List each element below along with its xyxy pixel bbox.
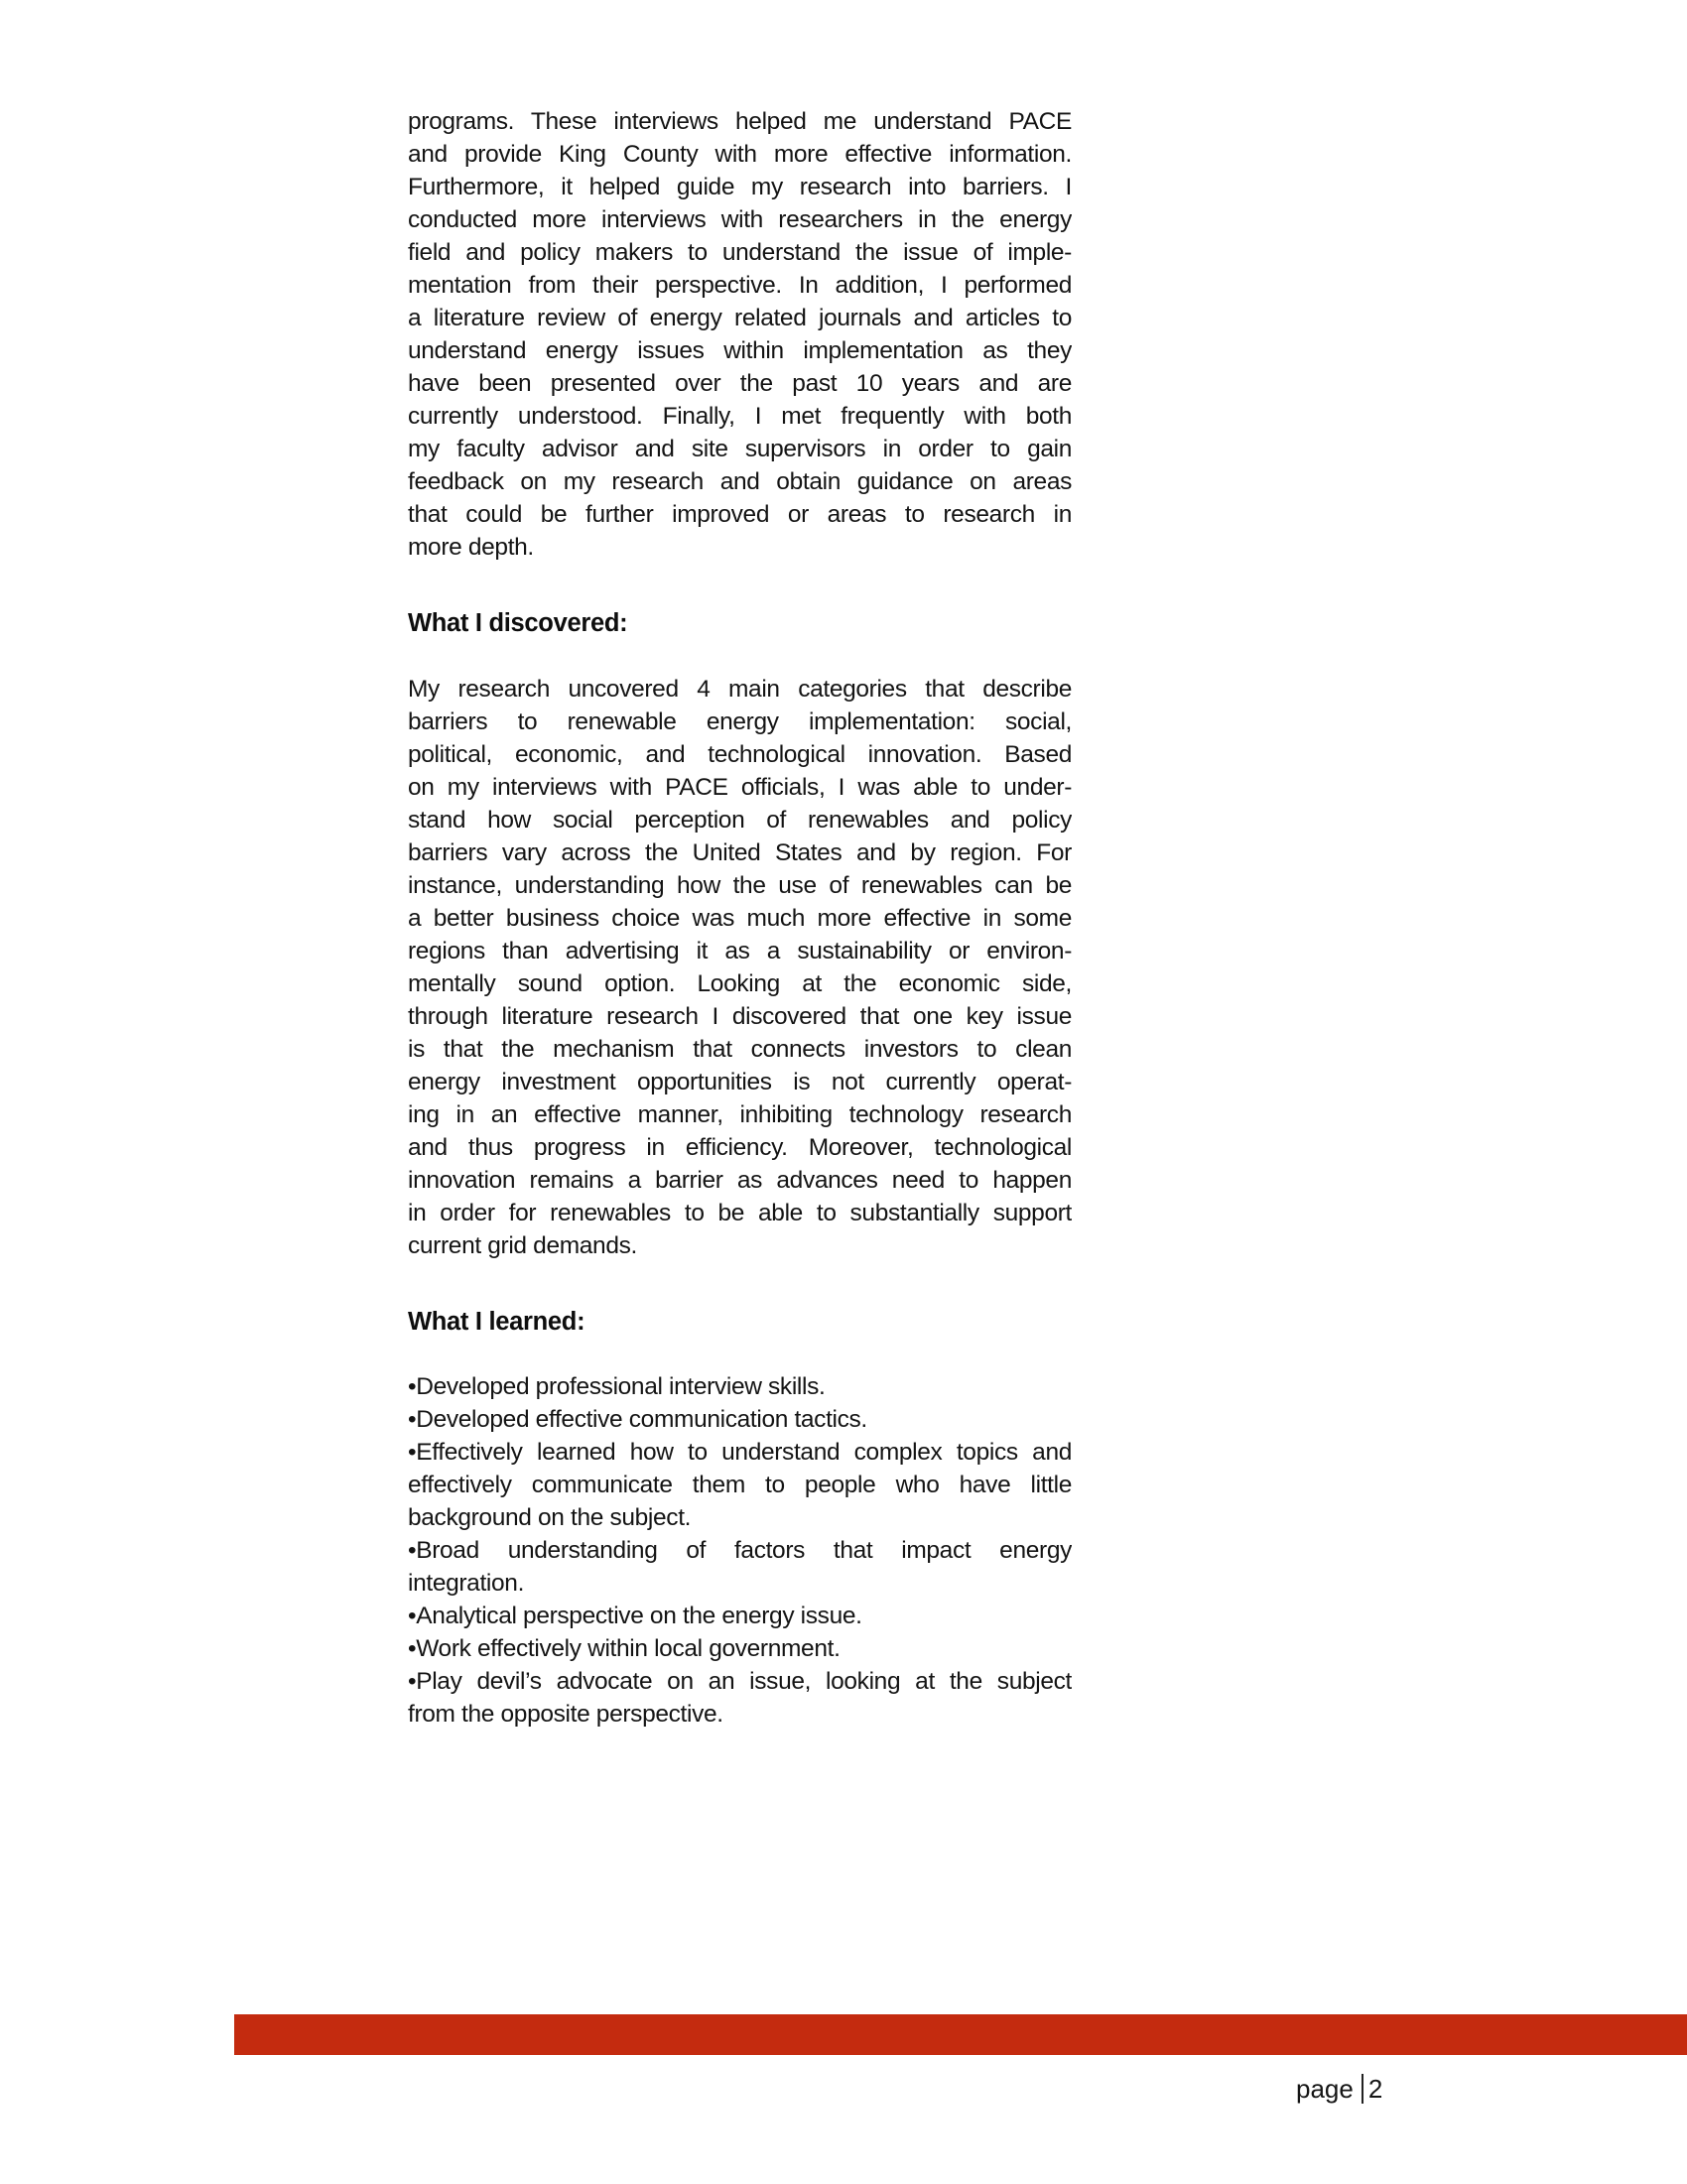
- page-number: [1296, 2072, 1382, 2106]
- paragraph-methods: [408, 105, 1072, 564]
- paragraph-line: my faculty advisor and site supervisors in order to gain: [408, 436, 1072, 462]
- bullet-item: [408, 1600, 1072, 1632]
- bullet-item: [408, 1370, 1072, 1403]
- paragraph-line: barriers to renewable energy implementation: social,: [408, 708, 1072, 735]
- bullet-line: background on the subject.: [408, 1504, 692, 1531]
- bullet-line: from the opposite perspective.: [408, 1701, 723, 1728]
- paragraph-line: ing in an effective manner, inhibiting technology research: [408, 1101, 1072, 1128]
- paragraph-line: a literature review of energy related journals and articles to: [408, 305, 1072, 331]
- bullet-line: •Work effectively within local government.: [408, 1635, 841, 1662]
- page-separator: [1362, 2074, 1363, 2104]
- bullet-item: [408, 1665, 1072, 1731]
- bullet-item: [408, 1436, 1072, 1534]
- bullet-line: integration.: [408, 1570, 525, 1597]
- paragraph-line: barriers vary across the United States and by region. For: [408, 839, 1072, 866]
- paragraph-line: and provide King County with more effective information.: [408, 141, 1072, 168]
- bullet-line: •Broad understanding of factors that impact energy: [408, 1537, 1072, 1564]
- paragraph-line: currently understood. Finally, I met frequently with both: [408, 403, 1072, 430]
- bullet-line: •Developed effective communication tactics.: [408, 1406, 867, 1433]
- bullet-line: •Effectively learned how to understand complex topics and: [408, 1439, 1072, 1466]
- paragraph-line: mentation from their perspective. In addition, I performed: [408, 272, 1072, 299]
- bullet-line: effectively communicate them to people who have little: [408, 1472, 1072, 1498]
- paragraph-line: in order for renewables to be able to substantially support: [408, 1200, 1072, 1226]
- bullet-line: •Analytical perspective on the energy issue.: [408, 1603, 862, 1629]
- paragraph-line: stand how social perception of renewables and policy: [408, 807, 1072, 834]
- paragraph-line: current grid demands.: [408, 1232, 637, 1259]
- paragraph-line: Furthermore, it helped guide my research into barriers. I: [408, 174, 1072, 200]
- page-number-value: 2: [1367, 2074, 1383, 2104]
- paragraph-line: regions than advertising it as a sustainability or environ-: [408, 938, 1072, 964]
- paragraph-line: that could be further improved or areas to research in: [408, 501, 1072, 528]
- paragraph-line: conducted more interviews with researchers in the energy: [408, 206, 1072, 233]
- page-label: page: [1296, 2074, 1354, 2104]
- paragraph-line: and thus progress in efficiency. Moreover, technological: [408, 1134, 1072, 1161]
- paragraph-line: political, economic, and technological innovation. Based: [408, 741, 1072, 768]
- paragraph-line: have been presented over the past 10 years and are: [408, 370, 1072, 397]
- bullet-item: [408, 1534, 1072, 1600]
- bullet-item: [408, 1632, 1072, 1665]
- bullet-item: [408, 1403, 1072, 1436]
- bullet-line: •Play devil’s advocate on an issue, looking at the subject: [408, 1668, 1072, 1695]
- paragraph-line: a better business choice was much more effective in some: [408, 905, 1072, 932]
- paragraph-line: energy investment opportunities is not currently operat-: [408, 1069, 1072, 1095]
- heading-what-i-learned: What I learned:: [408, 1308, 585, 1336]
- paragraph-line: more depth.: [408, 534, 534, 561]
- paragraph-line: field and policy makers to understand the issue of imple-: [408, 239, 1072, 266]
- paragraph-line: mentally sound option. Looking at the economic side,: [408, 970, 1072, 997]
- paragraph-line: through literature research I discovered that one key issue: [408, 1003, 1072, 1030]
- paragraph-line: on my interviews with PACE officials, I was able to under-: [408, 774, 1072, 801]
- footer-accent-bar: [234, 2014, 1687, 2055]
- bullet-line: •Developed professional interview skills.: [408, 1373, 826, 1400]
- paragraph-discoveries: [408, 673, 1072, 1262]
- paragraph-line: instance, understanding how the use of renewables can be: [408, 872, 1072, 899]
- paragraph-line: is that the mechanism that connects investors to clean: [408, 1036, 1072, 1063]
- paragraph-line: understand energy issues within implementation as they: [408, 337, 1072, 364]
- paragraph-line: programs. These interviews helped me understand PACE: [408, 108, 1072, 135]
- learned-bullet-list: [408, 1370, 1072, 1731]
- paragraph-line: feedback on my research and obtain guidance on areas: [408, 468, 1072, 495]
- paragraph-line: innovation remains a barrier as advances need to happen: [408, 1167, 1072, 1194]
- heading-what-i-discovered: What I discovered:: [408, 609, 628, 637]
- paragraph-line: My research uncovered 4 main categories that describe: [408, 676, 1072, 703]
